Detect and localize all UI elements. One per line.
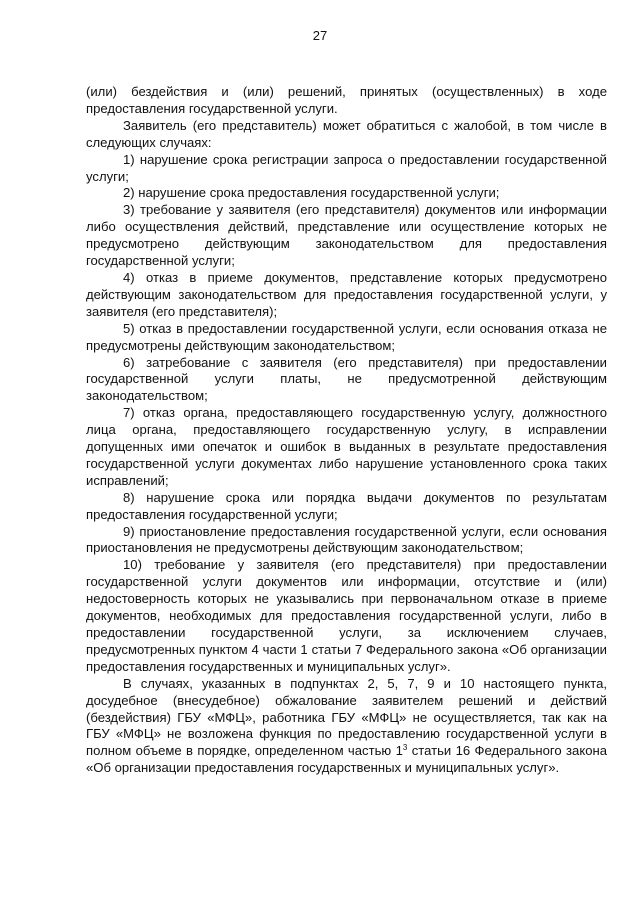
list-item: 5) отказ в предоставлении государственной услуги, если основания отказа не предусмотрены действующим законодательством; xyxy=(86,320,607,353)
final-paragraph-text: В случаях, указанных в подпунктах 2, 5, 7, 9 и 10 настоящего пункта, досудебное (внесудебное) обжалование заявителем решений и действий (бездействия) ГБУ «МФЦ», работника ГБУ «МФЦ» не осуществляется, так как на ГБУ «МФЦ» не возложена функция по предоставлению государственной услуги в полном объеме в порядке, определенном частью 1 xyxy=(86,675,607,759)
final-paragraph-text-end: статьи 16 Федерального закона «Об организации предоставления государственных и муниципальных услуг». xyxy=(86,743,607,776)
document-body xyxy=(86,84,607,777)
list-item: 9) приостановление предоставления государственной услуги, если основания приостановления не предусмотрены действующим законодательством; xyxy=(86,523,607,556)
paragraph: Заявитель (его представитель) может обратиться с жалобой, в том числе в следующих случаях: xyxy=(86,117,607,150)
page-number: 27 xyxy=(312,28,328,43)
list-item: 2) нарушение срока предоставления государственной услуги; xyxy=(123,185,500,201)
paragraph: (или) бездействия и (или) решений, принятых (осуществленных) в ходе предоставления государственной услуги. xyxy=(86,84,607,116)
list-item: 8) нарушение срока или порядка выдачи документов по результатам предоставления государственной услуги; xyxy=(86,489,607,522)
list-item: 1) нарушение срока регистрации запроса о предоставлении государственной услуги; xyxy=(86,151,607,184)
list-item: 10) требование у заявителя (его представителя) при предоставлении государственной услуги документов или информации, отсутствие и (или) недостоверность которых не указывались при первоначальном отказе в приеме документов, необходимых для предоставления государственной услуги, либо в предоставлении государственной услуги, за исключением случаев, предусмотренных пунктом 4 части 1 статьи 7 Федерального закона «Об организации предоставления государственных и муниципальных услуг». xyxy=(86,557,607,674)
list-item: 4) отказ в приеме документов, представление которых предусмотрено действующим законодательством для предоставления государственной услуги, у заявителя (его представителя); xyxy=(86,269,607,319)
final-paragraph xyxy=(86,676,607,777)
list-item: 3) требование у заявителя (его представителя) документов или информации либо осуществления действий, представление или осуществление которых не предусмотрено действующим законодательством для предоставления государственной услуги; xyxy=(86,202,607,269)
list-item: 6) затребование с заявителя (его представителя) при предоставлении государственной услуги платы, не предусмотренной действующим законодательством; xyxy=(86,354,607,404)
list-item: 7) отказ органа, предоставляющего государственную услугу, должностного лица органа, предоставляющего государственную услугу, в исправлении допущенных ими опечаток и ошибок в выданных в результате предоставления государственной услуги документах либо нарушение установленного срока таких исправлений; xyxy=(86,405,607,488)
superscript: 3 xyxy=(402,743,408,753)
